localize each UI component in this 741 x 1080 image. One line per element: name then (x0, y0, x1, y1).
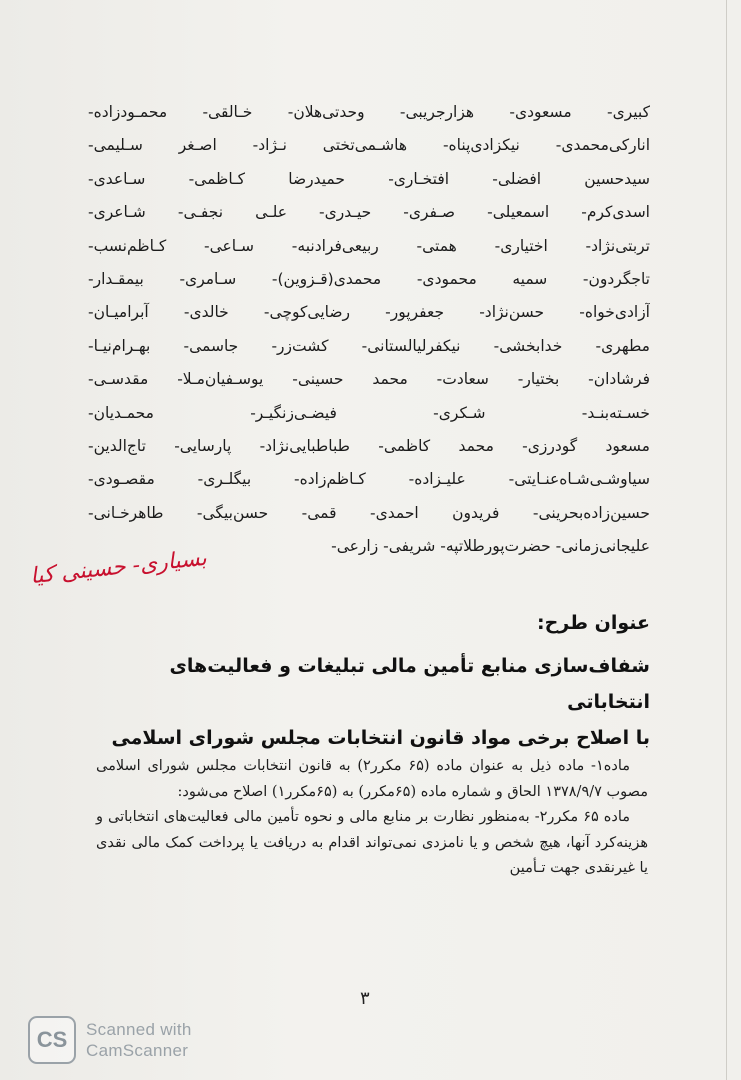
signatories-line: مسعود گودرزی- محمد کاظمی- طباطبایی‌نژاد- پارسایی- تاج‌الدین- (88, 437, 650, 456)
article-paragraph: ماده ۶۵ مکرر۲- به‌منظور نظارت بر منابع مالی و نحوه تأمین مالی فعالیت‌های انتخاباتی و هزینه‌کرد آنها، هیچ شخص و یا نامزدی نمی‌تواند اقدام به دریافت یا پرداخت کمک مالی نقدی یا غیرنقدی جهت تـأمین (96, 809, 648, 876)
signatories-line: آزادی‌خواه- حسن‌نژاد- جعفرپور- رضایی‌کوچی- خالدی- آبرامیـان- (88, 303, 650, 322)
camscanner-watermark (28, 1016, 192, 1064)
article-paragraph: ماده۱- ماده ذیل به عنوان ماده (۶۵ مکرر۲) به قانون انتخابات مجلس شورای اسلامی مصوب ۱۳۷۸/۹/۷ الحاق و شماره ماده (۶۵مکرر) به (۶۵مکرر۱) اصلاح می‌شود: (96, 758, 648, 800)
signatories-line: تربتی‌نژاد- اختیاری- همتی- ربیعی‌فرادنبه- سـاعی- کـاظم‌نسب- (88, 236, 650, 255)
watermark-line: CamScanner (86, 1041, 189, 1060)
camscanner-logo-icon: CS (28, 1016, 76, 1064)
plan-title (90, 648, 650, 756)
page-number: ۳ (360, 988, 370, 1009)
page-edge-divider (726, 0, 727, 1080)
signatories-line: فرشادان- بختیار- سعادت- محمد حسینی- یوسـفیان‌مـلا- مقدسـی- (88, 370, 650, 389)
watermark-text (86, 1019, 192, 1061)
handwritten-annotation: بسیاری- حسینی کیا (29, 545, 208, 590)
signatories-list (88, 96, 650, 564)
signatories-line: علیجانی‌زمانی- حضرت‌پورطلاتپه- شریفی- زارعی- (331, 537, 650, 556)
signatories-line: سیاوشـی‌شـاه‌عنـایتی- علیـزاده- کـاظم‌زاده- بیگلـری- مقصـودی- (88, 470, 650, 489)
plan-title-line: شفاف‌سازی منابع تأمین مالی تبلیغات و فعالیت‌های انتخاباتی (169, 655, 650, 713)
signatories-line: تاجگردون- سمیه محمودی- محمدی(قـزوین)- سـامری- بیمقـدار- (88, 270, 650, 289)
signatories-line: اسدی‌کرم- اسمعیلی- صـفری- حیـدری- علـی نجفـی- شـاعری- (88, 203, 650, 222)
signatories-line: خسـته‌بنـد- شـکری- فیضـی‌زنگیـر- محمـدیان- (88, 403, 650, 422)
plan-title-line: با اصلاح برخی مواد قانون انتخابات مجلس شورای اسلامی (111, 727, 650, 749)
article-body (96, 754, 648, 882)
signatories-line: انارکی‌محمدی- نیکزادی‌پناه- هاشـمی‌تختی نـژاد- اصـغر سـلیمی- (88, 136, 650, 155)
signatories-line: سیدحسین افضلی- افتخـاری- حمیدرضا کـاظمی- سـاعدی- (88, 169, 650, 188)
watermark-line: Scanned with (86, 1020, 192, 1039)
signatories-line: حسین‌زاده‌بحرینی- فریدون احمدی- قمی- حسن‌بیگی- طاهرخـانی- (88, 503, 650, 522)
plan-title-label: عنوان طرح: (537, 612, 650, 634)
signatories-line: مطهری- خدابخشی- نیکفرلیالستانی- کشت‌زر- جاسمی- بهـرام‌نیـا- (88, 336, 650, 355)
signatories-line: کبیری- مسعودی- هزارجریبی- وحدتی‌هلان- خـالقی- محمـودزاده- (88, 103, 650, 121)
